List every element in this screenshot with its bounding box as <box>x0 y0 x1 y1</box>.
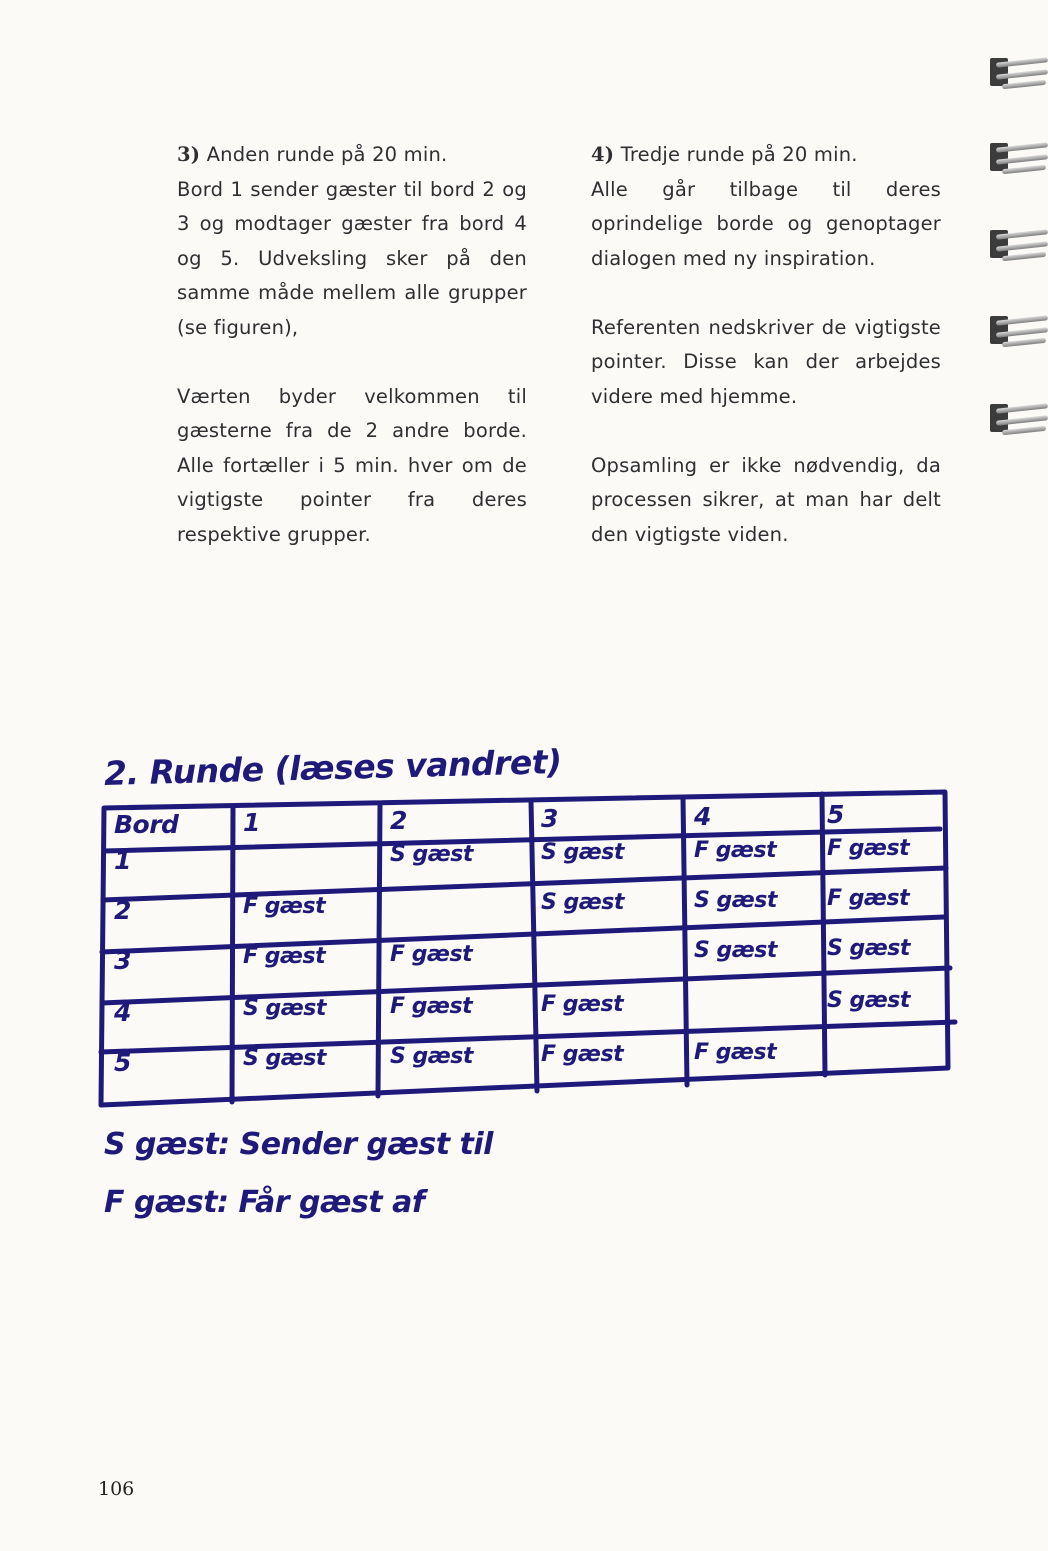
paragraph: Alle går tilbage til deres oprindelige borde og genoptager dialogen med ny inspiration. <box>591 177 941 270</box>
grid-header-cell: 5 <box>114 1048 131 1077</box>
grid-header-cell: 5 <box>827 800 844 829</box>
spiral-binding <box>978 40 1048 460</box>
paragraph: Værten byder velkommen til gæsterne fra de 2 andre borde. Alle fortæller i 5 min. hver om de vigtigste pointer fra deres respektive grupper. <box>177 384 527 546</box>
grid-line-h <box>104 829 940 851</box>
grid-cell: S gæst <box>694 938 777 963</box>
paragraph: Bord 1 sender gæster til bord 2 og 3 og modtager gæster fra bord 4 og 5. Udveksling sker på den samme måde mellem alle grupper (se figuren), <box>177 177 527 339</box>
grid-cell: F gæst <box>390 942 473 967</box>
grid-cell: S gæst <box>827 988 910 1013</box>
grid-line-v <box>378 805 380 1096</box>
legend-item: F gæst: Får gæst af <box>104 1185 425 1220</box>
grid-header-cell: 2 <box>114 896 131 925</box>
left-text-column <box>177 138 527 552</box>
grid-cell: S gæst <box>694 888 777 913</box>
grid-line-h <box>102 917 944 952</box>
paragraph: Referenten nedskriver de vigtigste pointer. Disse kan der arbejdes videre med hjemme. <box>591 315 941 408</box>
grid-cell: F gæst <box>827 836 910 861</box>
binding-ring <box>986 135 1048 179</box>
grid-line-v <box>683 798 687 1085</box>
grid-cell: S gæst <box>390 842 473 867</box>
grid-cell: S gæst <box>827 936 910 961</box>
grid-header-cell: 4 <box>694 802 711 831</box>
page-number: 106 <box>98 1478 135 1500</box>
grid-cell: F gæst <box>390 994 473 1019</box>
grid-cell: F gæst <box>243 944 326 969</box>
step-number: 4) <box>591 143 615 166</box>
binding-ring <box>986 396 1048 440</box>
step-heading <box>177 138 527 173</box>
binding-ring <box>986 308 1048 352</box>
grid-cell: S gæst <box>541 890 624 915</box>
grid-header-cell: 3 <box>114 946 131 975</box>
grid-cell: F gæst <box>541 992 624 1017</box>
step-title: Tredje runde på 20 min. <box>620 143 858 166</box>
grid-cell: F gæst <box>827 886 910 911</box>
grid-cell: F gæst <box>694 1040 777 1065</box>
grid-header-cell: 4 <box>114 998 131 1027</box>
grid-header-cell: 3 <box>541 804 558 833</box>
right-text-column <box>591 138 941 552</box>
grid-cell: F gæst <box>541 1042 624 1067</box>
grid-cell: S gæst <box>541 840 624 865</box>
step-number: 3) <box>177 143 201 166</box>
legend-item: S gæst: Sender gæst til <box>104 1127 493 1162</box>
grid-cell: F gæst <box>243 894 326 919</box>
binding-ring <box>986 222 1048 266</box>
grid-header-cell: Bord <box>114 810 179 839</box>
grid-header-cell: 1 <box>243 808 260 837</box>
grid-cell: S gæst <box>243 996 326 1021</box>
paragraph: Opsamling er ikke nødvendig, da processen sikrer, at man har delt den vigtigste viden. <box>591 453 941 546</box>
grid-header-cell: 1 <box>114 846 131 875</box>
sketch-title: 2. Runde (læses vandret) <box>103 742 563 793</box>
binding-ring <box>986 50 1048 94</box>
grid-header-cell: 2 <box>390 806 407 835</box>
grid-line-v <box>531 801 537 1091</box>
step-title: Anden runde på 20 min. <box>206 143 448 166</box>
grid-cell: S gæst <box>390 1044 473 1069</box>
step-heading <box>591 138 941 173</box>
grid-cell: F gæst <box>694 838 777 863</box>
grid-line-v <box>822 794 825 1075</box>
grid-line-h <box>103 868 946 900</box>
grid-cell: S gæst <box>243 1046 326 1071</box>
grid-line-v <box>232 808 233 1102</box>
